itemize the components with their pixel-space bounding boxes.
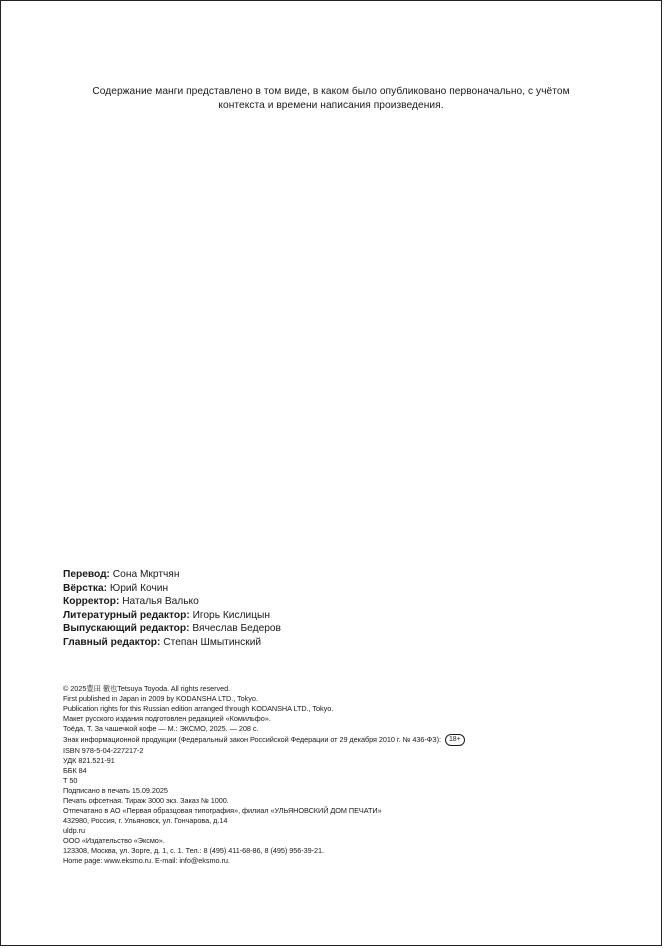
credit-role: Корректор: [63, 596, 120, 608]
credit-role: Перевод: [63, 569, 110, 580]
credit-name: Наталья Валько [122, 596, 199, 608]
homepage-line: Home page: www.eksmo.ru. E-mail: info@eksmo.ru. [63, 856, 230, 865]
info-sign-line [63, 734, 465, 746]
publisher-line: ООО «Издательство «Эксмо». [63, 836, 165, 845]
publication-rights-line: Publication rights for this Russian edition arranged through KODANSHA LTD., Tokyo. [63, 704, 334, 713]
author-code-line: Т 50 [63, 776, 78, 785]
imprint-block [63, 684, 465, 866]
print-details-line: Печать офсетная. Тираж 3000 экз. Заказ № 1000. [63, 796, 229, 805]
credit-managing-editor [63, 622, 281, 636]
credit-role: Литературный редактор: [63, 609, 190, 621]
info-sign-text: Знак информационной продукции (Федеральный закон Российской Федерации от 29 декабря 2010 г. № 436-ФЗ): [63, 734, 441, 744]
credit-role: Главный редактор: [63, 636, 161, 648]
credit-name: Сона Мкртчян [112, 569, 180, 580]
content-notice-line-2: контекста и времени написания произведения. [218, 100, 444, 111]
credit-name: Вячеслав Бедеров [192, 623, 281, 635]
publisher-address-line: 123308, Москва, ул. Зорге, д. 1, с. 1. Тел.: 8 (495) 411-68-86, 8 (495) 956-39-21. [63, 846, 325, 855]
credit-role: Вёрстка: [63, 582, 108, 594]
first-published-line: First published in Japan in 2009 by KODANSHA LTD., Tokyo. [63, 694, 258, 703]
bbk-line: ББК 84 [63, 766, 87, 775]
udk-line: УДК 821.521-91 [63, 756, 115, 765]
printer-address-line: 432980, Россия, г. Ульяновск, ул. Гончарова, д.14 [63, 816, 228, 825]
content-notice [1, 85, 661, 113]
bibliographic-line: Тоёда, Т. За чашечкой кофе — М.: ЭКСМО, 2025. — 208 с. [63, 724, 259, 733]
credit-name: Игорь Кислицын [192, 609, 270, 621]
layout-line: Макет русского издания подготовлен редакцией «Комильфо». [63, 714, 271, 723]
credit-translation [63, 568, 281, 582]
credit-chief-editor [63, 636, 281, 650]
credit-proofreader [63, 595, 281, 609]
credit-layout [63, 582, 281, 596]
credits-block [63, 568, 281, 650]
credit-name: Степан Шмытинский [163, 636, 262, 648]
signed-to-print-line: Подписано в печать 15.09.2025 [63, 786, 168, 795]
printed-at-line: Отпечатано в АО «Первая образцовая типография», филиал «УЛЬЯНОВСКИЙ ДОМ ПЕЧАТИ» [63, 806, 382, 815]
credit-literary-editor [63, 609, 281, 623]
credit-name: Юрий Кочин [109, 582, 169, 594]
credit-role: Выпускающий редактор: [63, 623, 190, 635]
isbn-line: ISBN 978-5-04-227217-2 [63, 746, 144, 755]
printer-site-line: uldp.ru [63, 826, 85, 835]
age-rating-badge: 18+ [445, 734, 465, 746]
content-notice-line-1: Содержание манги представлено в том виде, в каком было опубликовано первоначально, с учётом [92, 86, 570, 97]
copyright-line: © 2025豊田 徹也Tetsuya Toyoda. All rights reserved. [63, 684, 231, 693]
